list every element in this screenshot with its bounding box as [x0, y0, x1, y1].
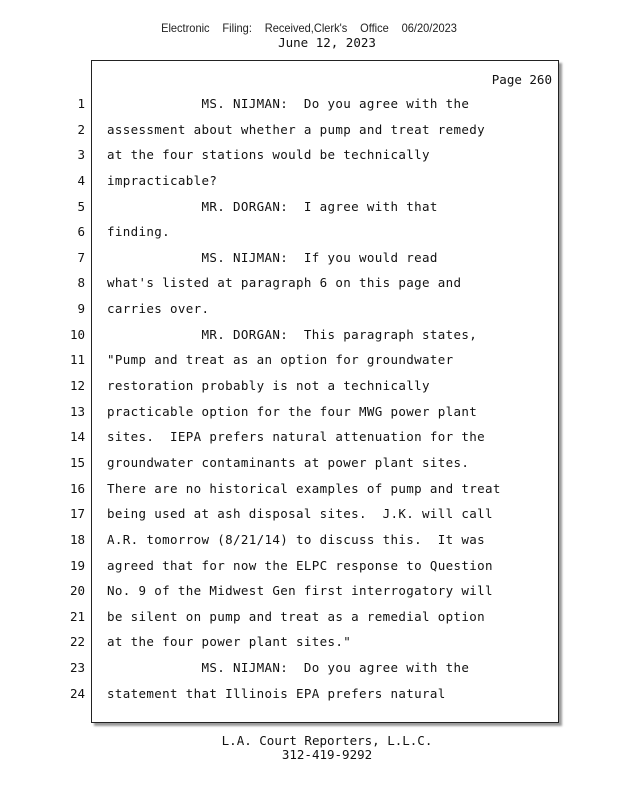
transcript-line	[77, 275, 558, 301]
transcript-line	[77, 172, 558, 199]
transcript-line	[69, 583, 558, 609]
line-text: MS. NIJMAN: Do you agree with the	[107, 96, 470, 111]
line-text: practicable option for the four MWG power plant	[107, 403, 478, 419]
transcript-line	[77, 198, 558, 225]
transcript-line	[69, 480, 558, 507]
line-text: No. 9 of the Midwest Gen first interrogatory will	[107, 583, 493, 599]
line-text: MS. NIJMAN: If you would read	[107, 249, 438, 265]
line-number: 20	[69, 583, 85, 599]
footer-phone: 312-419-9292	[281, 747, 373, 762]
line-text: There are no historical examples of pump and treat	[107, 480, 501, 496]
line-number: 1	[77, 96, 85, 111]
line-number: 7	[77, 249, 85, 265]
transcript-line	[69, 352, 558, 378]
transcript-line	[69, 326, 558, 353]
line-text: MR. DORGAN: This paragraph states,	[107, 326, 478, 342]
transcript-line	[69, 429, 558, 455]
line-text: be silent on pump and treat as a remedial option	[107, 608, 486, 624]
header-date: June 12, 2023	[278, 35, 376, 50]
line-number: 18	[69, 531, 85, 547]
line-number: 10	[69, 326, 85, 342]
line-text: statement that Illinois EPA prefers natural	[107, 685, 446, 701]
transcript-line	[69, 454, 558, 481]
transcript-line	[69, 634, 558, 660]
stamp-filing: Filing:	[222, 21, 252, 35]
line-text: finding.	[107, 224, 171, 240]
line-text: carries over.	[107, 301, 210, 317]
line-text: impracticable?	[107, 172, 218, 188]
transcript-line	[69, 506, 558, 532]
transcript-line	[77, 224, 558, 250]
line-number: 17	[69, 506, 85, 522]
line-text: restoration probably is not a technically	[107, 378, 430, 394]
line-text: being used at ash disposal sites. J.K. will call	[107, 506, 493, 522]
line-text: agreed that for now the ELPC response to Question	[107, 557, 493, 573]
line-text: at the four stations would be technically	[107, 147, 430, 163]
stamp-office: Office	[360, 21, 389, 35]
transcript-line	[77, 121, 558, 148]
transcript-line	[69, 608, 558, 635]
line-text: "Pump and treat as an option for groundwater	[107, 352, 454, 368]
stamp-date: 06/20/2023	[401, 21, 457, 35]
transcript-line	[69, 557, 558, 584]
line-text: MS. NIJMAN: Do you agree with the	[107, 660, 470, 676]
line-number: 23	[69, 660, 85, 676]
transcript-line	[77, 147, 558, 173]
line-number: 19	[69, 557, 85, 573]
line-number: 4	[77, 172, 85, 188]
line-text: sites. IEPA prefers natural attenuation for the	[107, 429, 486, 445]
line-text: A.R. tomorrow (8/21/14) to discuss this. It was	[107, 531, 486, 547]
line-text: at the four power plant sites."	[107, 634, 352, 650]
line-text: what's listed at paragraph 6 on this page and	[107, 275, 462, 291]
transcript-line	[69, 660, 558, 686]
line-number: 9	[77, 301, 85, 317]
line-number: 14	[69, 429, 85, 445]
transcript-line	[69, 403, 558, 430]
line-number: 11	[69, 352, 85, 368]
line-number: 12	[69, 378, 85, 394]
line-number: 22	[69, 634, 85, 650]
stamp-received: Received,Clerk's	[264, 21, 348, 35]
transcript-line	[77, 301, 558, 327]
line-number: 15	[69, 454, 85, 470]
line-text: MR. DORGAN: I agree with that	[107, 198, 438, 214]
line-number: 3	[77, 147, 85, 163]
stamp-electronic: Electronic	[161, 21, 210, 35]
page-number: Page 260	[491, 72, 552, 87]
line-number: 21	[69, 608, 85, 624]
line-text: groundwater contaminants at power plant sites.	[107, 454, 470, 470]
transcript-page	[69, 60, 559, 723]
line-text: assessment about whether a pump and treat remedy	[107, 121, 486, 137]
transcript-line	[69, 685, 558, 712]
transcript-line	[77, 96, 558, 122]
line-number: 6	[77, 224, 85, 240]
filing-stamp	[25, 21, 594, 35]
line-number: 8	[77, 275, 85, 291]
line-number: 13	[69, 403, 85, 419]
line-number: 16	[69, 480, 85, 496]
transcript-line	[69, 531, 558, 558]
line-number: 2	[77, 121, 85, 137]
footer-company: L.A. Court Reporters, L.L.C.	[221, 733, 433, 748]
line-number: 24	[69, 685, 85, 701]
transcript-line	[77, 249, 558, 276]
transcript-lines	[69, 96, 558, 711]
line-number: 5	[77, 198, 85, 214]
transcript-line	[69, 378, 558, 404]
